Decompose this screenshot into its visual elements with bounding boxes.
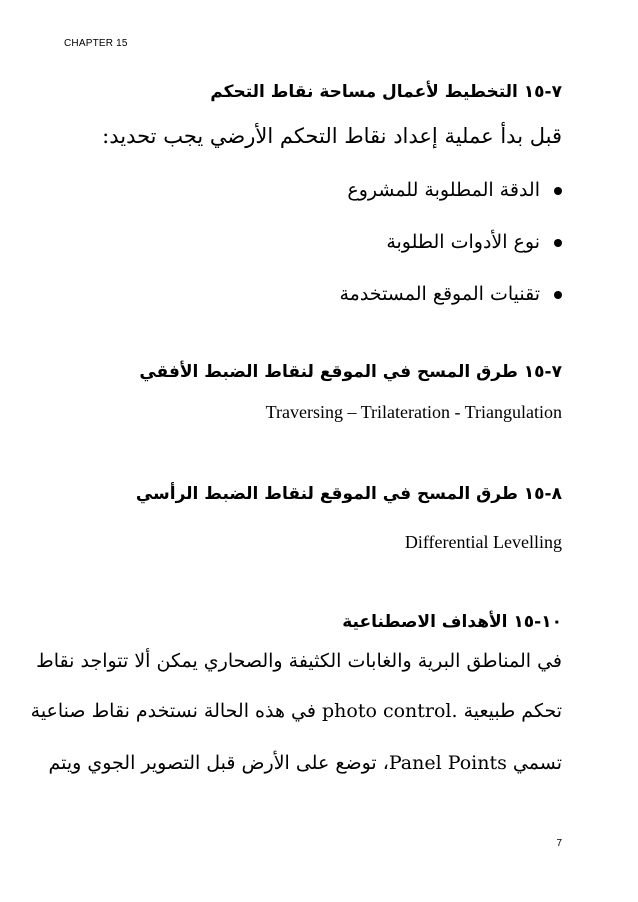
section-7-intro: قبل بدأ عملية إعداد نقاط التحكم الأرضي يجب تحديد: [102, 124, 562, 148]
list-item-text: تقنيات الموقع المستخدمة [339, 283, 540, 305]
paragraph-line-2: تحكم طبيعية .photo control في هذه الحالة نستخدم نقاط صناعية [30, 700, 562, 722]
vertical-method: Differential Levelling [404, 532, 562, 552]
bullet-icon [554, 187, 562, 195]
list-item [339, 268, 562, 320]
section-10-heading: ١٠-١٥ الأهداف الاصطناعية [342, 612, 562, 632]
list-item [339, 216, 562, 268]
paragraph-line-3: تسمي Panel Points، توضع على الأرض قبل التصوير الجوي ويتم [48, 752, 562, 774]
section-7-heading: ٧-١٥ التخطيط لأعمال مساحة نقاط التحكم [210, 82, 562, 102]
bullet-icon [554, 291, 562, 299]
page-number: 7 [556, 838, 562, 849]
requirements-list [339, 164, 562, 320]
horizontal-methods: Traversing – Trilateration - Triangulation [265, 402, 562, 422]
list-item-text: نوع الأدوات الطلوبة [386, 231, 540, 253]
paragraph-line-1: في المناطق البرية والغابات الكثيفة والصحاري يمكن ألا تتواجد نقاط [36, 650, 562, 672]
bullet-icon [554, 239, 562, 247]
list-item-text: الدقة المطلوبة للمشروع [347, 179, 540, 201]
list-item [339, 164, 562, 216]
section-8-heading: ٨-١٥ طرق المسح في الموقع لنقاط الضبط الرأسي [135, 484, 562, 504]
chapter-label: CHAPTER 15 [64, 38, 128, 49]
horizontal-control-heading: ٧-١٥ طرق المسح في الموقع لنقاط الضبط الأفقي [139, 362, 562, 382]
